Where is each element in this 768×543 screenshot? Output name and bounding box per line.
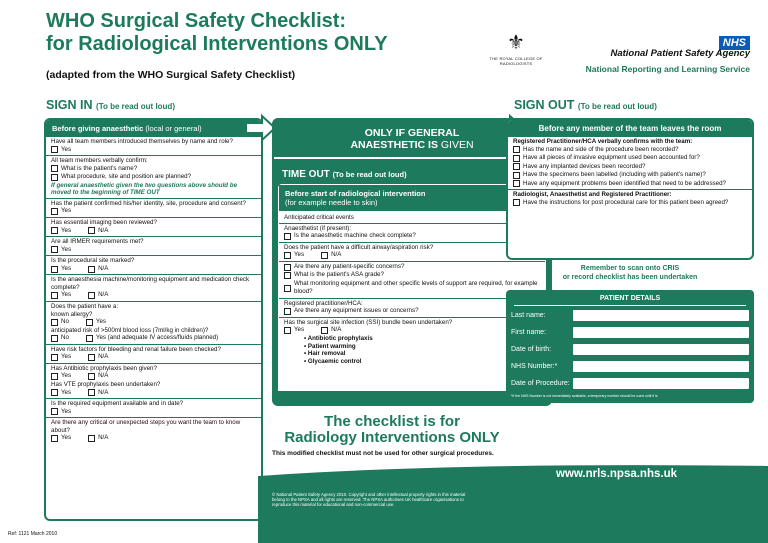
nhs-logo: NHS xyxy=(719,36,750,50)
yes-checkbox[interactable] xyxy=(284,327,291,334)
signin-q8: Does the patient have a: known allergy? No Yes anticipated risk of >500ml blood loss (7ml/kg in children)? No Yes (and adequate IV access/fluids planned) xyxy=(46,302,261,345)
yes-checkbox[interactable] xyxy=(51,292,58,299)
yes-checkbox[interactable] xyxy=(51,266,58,273)
crest-icon: ⚜ xyxy=(507,32,525,54)
yes-checkbox[interactable] xyxy=(51,227,58,234)
na-checkbox[interactable] xyxy=(88,373,95,380)
signin-q12: Is the required equipment available and in date? Yes xyxy=(46,399,261,418)
signin-q1: Have all team members introduced themselves by name and role? Yes xyxy=(46,137,261,156)
na-checkbox[interactable] xyxy=(88,227,95,234)
na-checkbox[interactable] xyxy=(88,389,95,396)
signin-heading: SIGN IN (To be read out loud) xyxy=(46,98,175,112)
signout-heading: SIGN OUT (To be read out loud) xyxy=(514,98,657,112)
yes-checkbox[interactable] xyxy=(51,435,58,442)
yes-checkbox[interactable] xyxy=(86,335,93,342)
checkbox[interactable] xyxy=(513,180,520,187)
na-checkbox[interactable] xyxy=(88,354,95,361)
signout-rp: Registered Practitioner/HCA verbally confirms with the team: Has the name and side of the procedure been recorded? Have all pieces of invasive equipment used been accounted for? Have any implanted devices been recorded? Have the specimens been labelled (including with patient's name)? Have any equipment problems been identified that need to be addressed? xyxy=(508,137,752,190)
yes-checkbox[interactable] xyxy=(51,373,58,380)
timeout-airway: Does the patient have a difficult airway/aspiration risk? Yes N/A xyxy=(279,243,545,262)
signin-q6: Is the procedural site marked? Yes N/A xyxy=(46,256,261,275)
signin-q2: All team members verbally confirm: What is the patient's name? What procedure, site and position are planned? If general anaesthetic given the two questions above should be moved to the beginning of TIME OUT xyxy=(46,156,261,199)
timeout-anaes: Anaesthetist (if present): Is the anaesthetic machine check complete? xyxy=(279,224,545,243)
nhs-number-input[interactable] xyxy=(573,361,749,372)
checkbox[interactable] xyxy=(284,272,291,279)
warning-text: This modified checklist must not be used for other surgical procedures. xyxy=(272,450,494,457)
yes-checkbox[interactable] xyxy=(51,146,58,153)
na-checkbox[interactable] xyxy=(321,252,328,259)
signin-panel xyxy=(44,118,263,521)
timeout-bar: Before start of radiological intervention (for example needle to skin) xyxy=(279,185,545,213)
signin-q13: Are there any critical or unexpected steps you want the team to know about? Yes N/A xyxy=(51,419,241,442)
dob-field: Date of birth: xyxy=(506,342,754,357)
first-name-field: First name: xyxy=(506,325,754,340)
yes-checkbox[interactable] xyxy=(51,208,58,215)
checkbox[interactable] xyxy=(51,174,58,181)
reference: Ref: 1121 March 2010 xyxy=(8,531,58,537)
timeout-rp: Registered practitioner/HCA: Are there any equipment issues or concerns? xyxy=(279,299,545,318)
yes-checkbox[interactable] xyxy=(51,389,58,396)
checkbox[interactable] xyxy=(513,199,520,206)
yes-checkbox[interactable] xyxy=(284,252,291,259)
signout-bar: Before any member of the team leaves the room xyxy=(508,120,752,137)
no-checkbox[interactable] xyxy=(51,319,58,326)
checkbox[interactable] xyxy=(284,285,291,292)
npsa-name: National Patient Safety Agency xyxy=(610,48,750,59)
signout-panel xyxy=(506,118,754,260)
checkbox[interactable] xyxy=(513,172,520,179)
signin-q4: Has essential imaging been reviewed? Yes N/A xyxy=(46,218,261,237)
procedure-date-field: Date of Procedure: xyxy=(506,376,754,391)
checkbox[interactable] xyxy=(51,165,58,172)
page-title: WHO Surgical Safety Checklist: for Radiological Interventions ONLY xyxy=(46,10,388,55)
signin-q3: Has the patient confirmed his/her identity, site, procedure and consent? Yes xyxy=(46,199,261,218)
signin-q7: Is the anaesthesia machine/monitoring equipment and medication check complete? Yes N/A xyxy=(46,275,261,302)
checkbox[interactable] xyxy=(513,146,520,153)
timeout-ssi: Has the surgical site infection (SSI) bundle been undertaken? Yes N/A • Antibiotic prophylaxis • Patient warming • Hair removal • Glycaemic control xyxy=(284,318,453,365)
timeout-concerns: Are there any patient-specific concerns? What is the patient's ASA grade? What monitoring equipment and other specific levels of support are required, for example blood? xyxy=(279,262,545,299)
checkbox[interactable] xyxy=(284,264,291,271)
checkbox[interactable] xyxy=(284,308,291,315)
signout-rad: Radiologist, Anaesthetist and Registered Practitioner: Have the instructions for post procedural care for this patient been agreed? xyxy=(513,191,729,206)
nrls-name: National Reporting and Learning Service xyxy=(585,64,750,74)
yes-checkbox[interactable] xyxy=(51,408,58,415)
timeout-heading: TIME OUT (To be read out loud) xyxy=(274,159,550,184)
checkbox[interactable] xyxy=(284,233,291,240)
last-name-input[interactable] xyxy=(573,310,749,321)
first-name-input[interactable] xyxy=(573,327,749,338)
timeout-ace: Anticipated critical events xyxy=(279,213,545,224)
signin-q10: Has Antibiotic prophylaxis been given? Yes N/A Has VTE prophylaxis been undertaken? Yes N/A xyxy=(46,364,261,399)
copyright: © National Patient Safety Agency 2010. Copyright and other intellectual property rights in this material belong to the NPSA and all rights are reserved. The NPSA authorises UK healthcare organisations to reproduce this material for educational and non-commercial use. xyxy=(272,492,466,507)
na-checkbox[interactable] xyxy=(88,292,95,299)
signin-bar: Before giving anaesthetic (local or general) xyxy=(46,120,261,137)
yes-checkbox[interactable] xyxy=(51,246,58,253)
na-checkbox[interactable] xyxy=(88,435,95,442)
signin-q5: Are all IRMER requirements met? Yes xyxy=(46,237,261,256)
checkbox[interactable] xyxy=(513,163,520,170)
procedure-date-input[interactable] xyxy=(573,378,749,389)
website-link[interactable]: www.nrls.npsa.nhs.uk xyxy=(556,468,677,480)
na-checkbox[interactable] xyxy=(88,266,95,273)
dob-input[interactable] xyxy=(573,344,749,355)
college-logo: ⚜ THE ROYAL COLLEGE OF RADIOLOGISTS xyxy=(476,30,556,66)
patient-details: PATIENT DETAILS Last name: First name: Date of birth: NHS Number:* Date of Procedure: *If the NHS Number is not immediately available, a temporary number should be used until it is xyxy=(506,290,754,403)
na-checkbox[interactable] xyxy=(321,327,328,334)
last-name-field: Last name: xyxy=(506,308,754,323)
checkbox[interactable] xyxy=(513,155,520,162)
checklist-notice: The checklist is for Radiology Interventions ONLY xyxy=(284,413,500,446)
yes-checkbox[interactable] xyxy=(86,319,93,326)
subtitle: (adapted from the WHO Surgical Safety Checklist) xyxy=(46,69,296,81)
yes-checkbox[interactable] xyxy=(51,354,58,361)
signin-q9: Have risk factors for bleeding and renal failure been checked? Yes N/A xyxy=(46,345,261,364)
cris-reminder: Remember to scan onto CRIS or record checklist has been undertaken xyxy=(562,265,698,281)
only-if-general: ONLY IF GENERAL ANAESTHETIC IS GIVEN xyxy=(274,120,550,157)
no-checkbox[interactable] xyxy=(51,335,58,342)
nhs-number-field: NHS Number:* xyxy=(506,359,754,374)
